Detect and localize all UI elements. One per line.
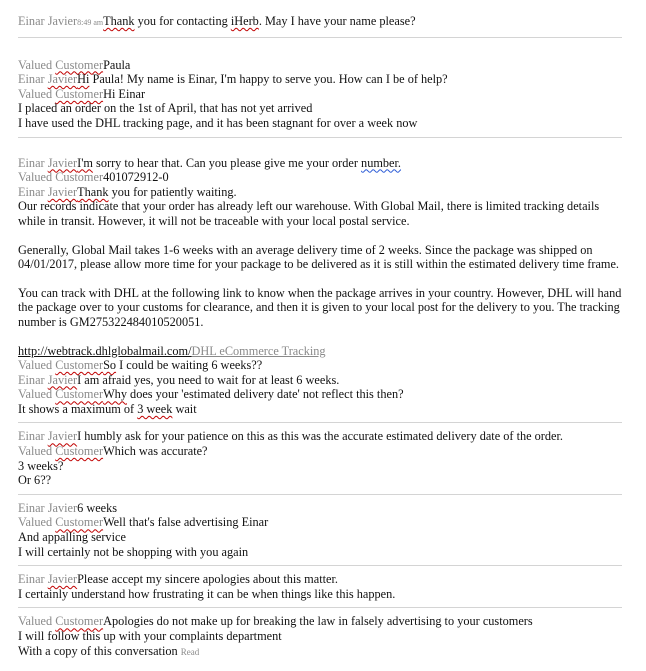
- message-text: And appalling service: [18, 530, 126, 545]
- agent-name: Einar Javier: [18, 155, 78, 170]
- agent-message: Einar JavierHi Paula! My name is Einar, I'm happy to serve you. How can I be of help?: [18, 72, 448, 87]
- message-text: With a copy of this conversation Read: [18, 643, 200, 658]
- message-text: I will follow this up with your complaints department: [18, 629, 282, 643]
- message-text: I certainly understand how frustrating it can be when things like this happen.: [18, 586, 396, 601]
- customer-name: Valued Customer: [18, 387, 104, 402]
- agent-name: Einar Javier: [18, 72, 78, 87]
- message-text: I placed an order on the 1st of April, that has not yet arrived: [18, 101, 313, 116]
- customer-message: Valued CustomerWhich was accurate?: [18, 444, 208, 459]
- customer-message: Valued CustomerPaula: [18, 57, 131, 72]
- customer-message: Valued CustomerWell that's false advertising Einar: [18, 515, 269, 530]
- agent-message: Einar JavierI am afraid yes, you need to wait for at least 6 weeks.: [18, 372, 340, 387]
- message-group: [18, 144, 622, 424]
- agent-name: Einar Javier: [18, 500, 78, 515]
- agent-message: Einar Javier6 weeks: [18, 500, 118, 515]
- customer-message: Valued CustomerHi Einar: [18, 86, 146, 101]
- chat-transcript: [18, 14, 622, 671]
- message-group: [18, 44, 622, 138]
- customer-name: Valued Customer: [18, 515, 104, 530]
- tracking-link-line: [18, 344, 622, 359]
- message-paragraph: Generally, Global Mail takes 1-6 weeks with an average delivery time of 2 weeks. Since the package was shipped on 04/01/2017, please allow more time for your package to be delivered as it is still within the estimated delivery time frame.: [18, 242, 620, 272]
- timestamp: 8:49 am: [77, 18, 104, 27]
- agent-message: Einar JavierThank you for patiently waiting.: [18, 184, 237, 199]
- message-group: [18, 572, 622, 608]
- message-text: I will certainly not be shopping with you again: [18, 544, 249, 559]
- read-receipt: Read: [180, 646, 200, 657]
- agent-name: Einar Javier: [18, 572, 78, 587]
- customer-name: Valued Customer: [18, 614, 104, 629]
- customer-name: Valued Customer: [18, 57, 104, 72]
- message-group: [18, 429, 622, 494]
- customer-name: Valued Customer: [18, 444, 104, 459]
- agent-name: Einar Javier: [18, 429, 78, 444]
- message-text: 3 weeks?: [18, 458, 64, 473]
- customer-message: Valued CustomerWhy does your 'estimated delivery date' not reflect this then?: [18, 387, 404, 402]
- tracking-link-label[interactable]: DHL eCommerce Tracking: [191, 343, 326, 358]
- agent-message: Einar Javier8:49 amThank you for contacting iHerb. May I have your name please?: [18, 14, 416, 28]
- agent-name: Einar Javier: [18, 14, 78, 28]
- message-group: [18, 501, 622, 566]
- tracking-url-link[interactable]: http://webtrack.dhlglobalmail.com/: [18, 343, 192, 358]
- agent-message: Einar JavierI humbly ask for your patience on this as this was the accurate estimated delivery date of the order.: [18, 429, 564, 444]
- message-text: It shows a maximum of 3 week wait: [18, 401, 197, 416]
- message-paragraph: Our records indicate that your order has already left our warehouse. With Global Mail, there is limited tracking details while in transit. However, it will not be traceable with your local postal service.: [18, 199, 600, 228]
- agent-name: Einar Javier: [18, 184, 78, 199]
- agent-message: Einar JavierPlease accept my sincere apologies about this matter.: [18, 572, 338, 587]
- customer-message: Valued Customer401072912-0: [18, 170, 169, 185]
- customer-name: Valued Customer: [18, 170, 104, 185]
- agent-name: Einar Javier: [18, 372, 78, 387]
- customer-message: Valued CustomerApologies do not make up for breaking the law in falsely advertising to your customers: [18, 614, 533, 629]
- customer-message: Valued CustomerSo I could be waiting 6 weeks??: [18, 358, 263, 373]
- agent-message: Einar JavierI'm sorry to hear that. Can you please give me your order number.: [18, 155, 402, 170]
- message-text: I have used the DHL tracking page, and it has been stagnant for over a week now: [18, 115, 418, 130]
- message-group: [18, 614, 622, 665]
- message-paragraph: You can track with DHL at the following link to know when the package arrives in your country. However, DHL will hand the package over to your customs for clearance, and then it is given to your local post for the delivery to you. The tracking number is GM275322484010520051.: [18, 285, 622, 329]
- message-text: Or 6??: [18, 473, 52, 488]
- customer-name: Valued Customer: [18, 358, 104, 373]
- customer-name: Valued Customer: [18, 86, 104, 101]
- message-group: [18, 14, 622, 38]
